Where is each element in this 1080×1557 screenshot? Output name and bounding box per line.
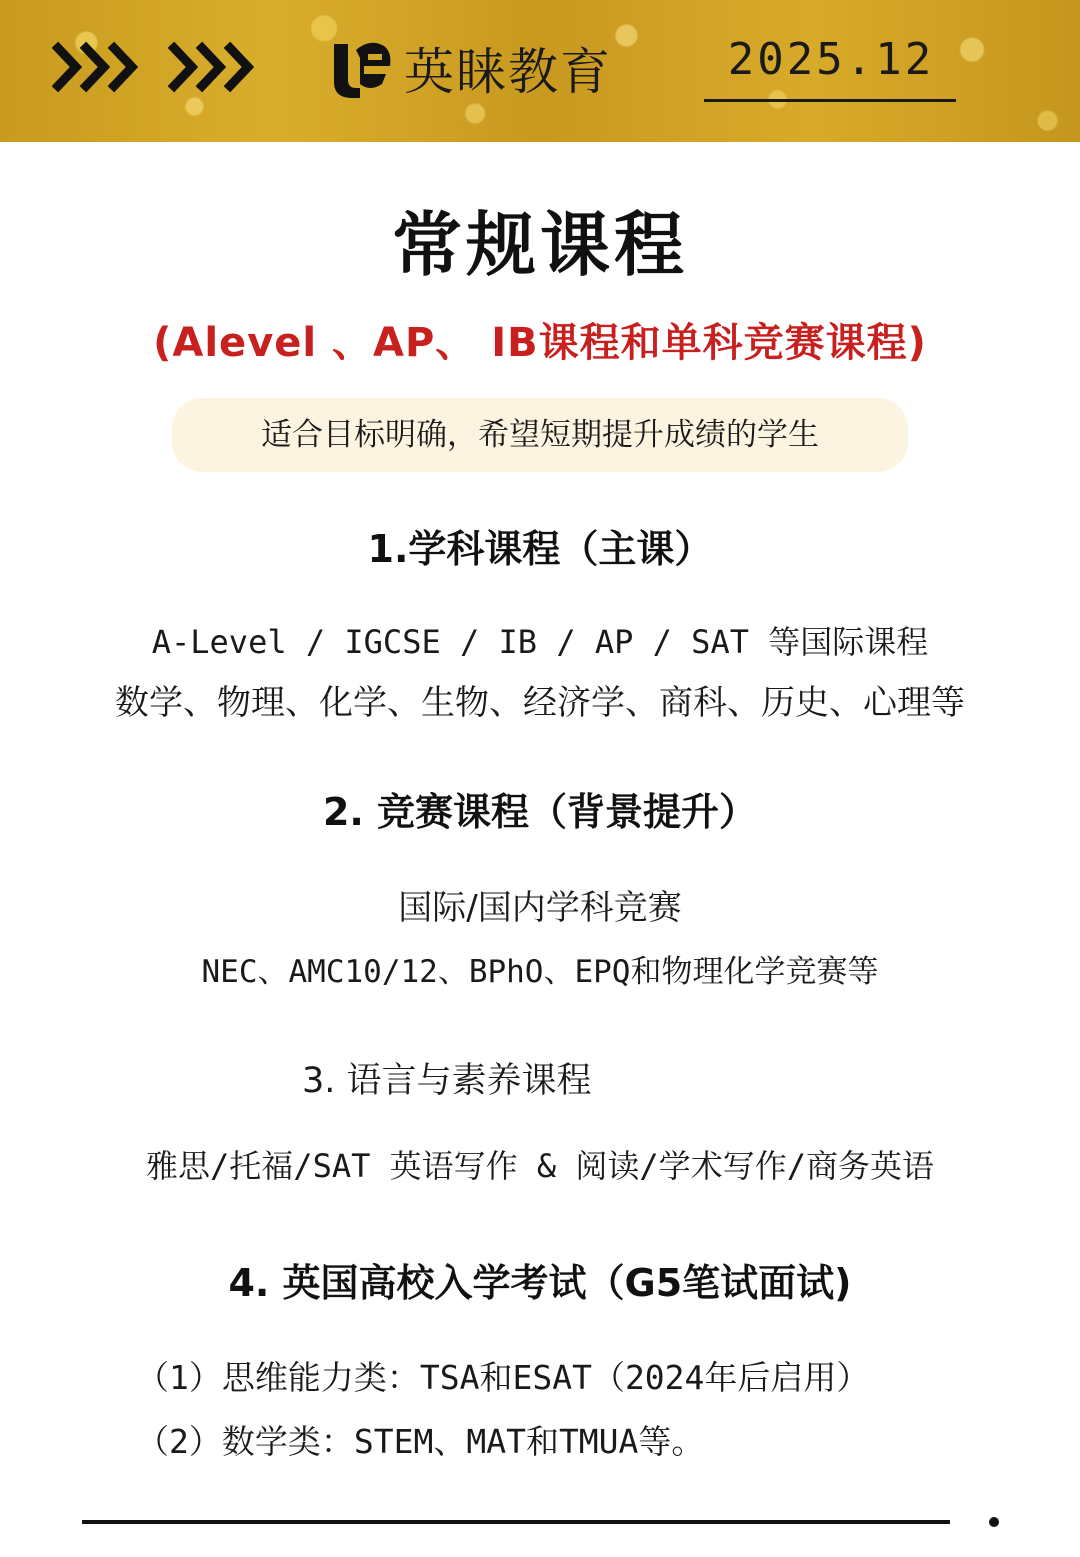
date-underline xyxy=(704,99,956,102)
section-heading-language-courses: 3. 语言与素养课程 xyxy=(302,1061,592,1101)
brand-name: 英睐教育 xyxy=(404,43,612,101)
triple-chevron-right-icon xyxy=(52,40,144,94)
page-subtitle: (Alevel 、AP、 IB课程和单科竞赛课程) xyxy=(153,320,927,366)
section-line: NEC、AMC10/12、BPhO、EPQ和物理化学竞赛等 xyxy=(201,954,879,990)
yinglai-logo-icon xyxy=(330,36,394,100)
triple-chevron-right-icon xyxy=(168,40,260,94)
list-item: （1）思维能力类：TSA和ESAT（2024年后启用） xyxy=(136,1358,870,1397)
header-banner xyxy=(0,0,1080,142)
audience-text: 适合目标明确，希望短期提升成绩的学生 xyxy=(261,417,819,453)
section-line: A-Level / IGCSE / IB / AP / SAT 等国际课程 xyxy=(151,623,929,661)
section-heading-subject-courses: 1.学科课程（主课） xyxy=(367,527,713,571)
section-heading-competition-courses: 2. 竞赛课程（背景提升） xyxy=(322,790,758,834)
section-line: 雅思/托福/SAT 英语写作 & 阅读/学术写作/商务英语 xyxy=(146,1147,934,1185)
list-item: （2）数学类：STEM、MAT和TMUA等。 xyxy=(136,1422,705,1461)
section-line: 国际/国内学科竞赛 xyxy=(398,888,682,928)
page-title: 常规课程 xyxy=(392,204,688,286)
footer-dot xyxy=(989,1517,999,1527)
section-heading-uk-admissions-tests: 4. 英国高校入学考试（G5笔试面试) xyxy=(228,1261,852,1305)
issue-date: 2025.12 xyxy=(727,34,935,85)
footer-divider xyxy=(82,1520,950,1524)
section-line: 数学、物理、化学、生物、经济学、商科、历史、心理等 xyxy=(115,683,965,723)
